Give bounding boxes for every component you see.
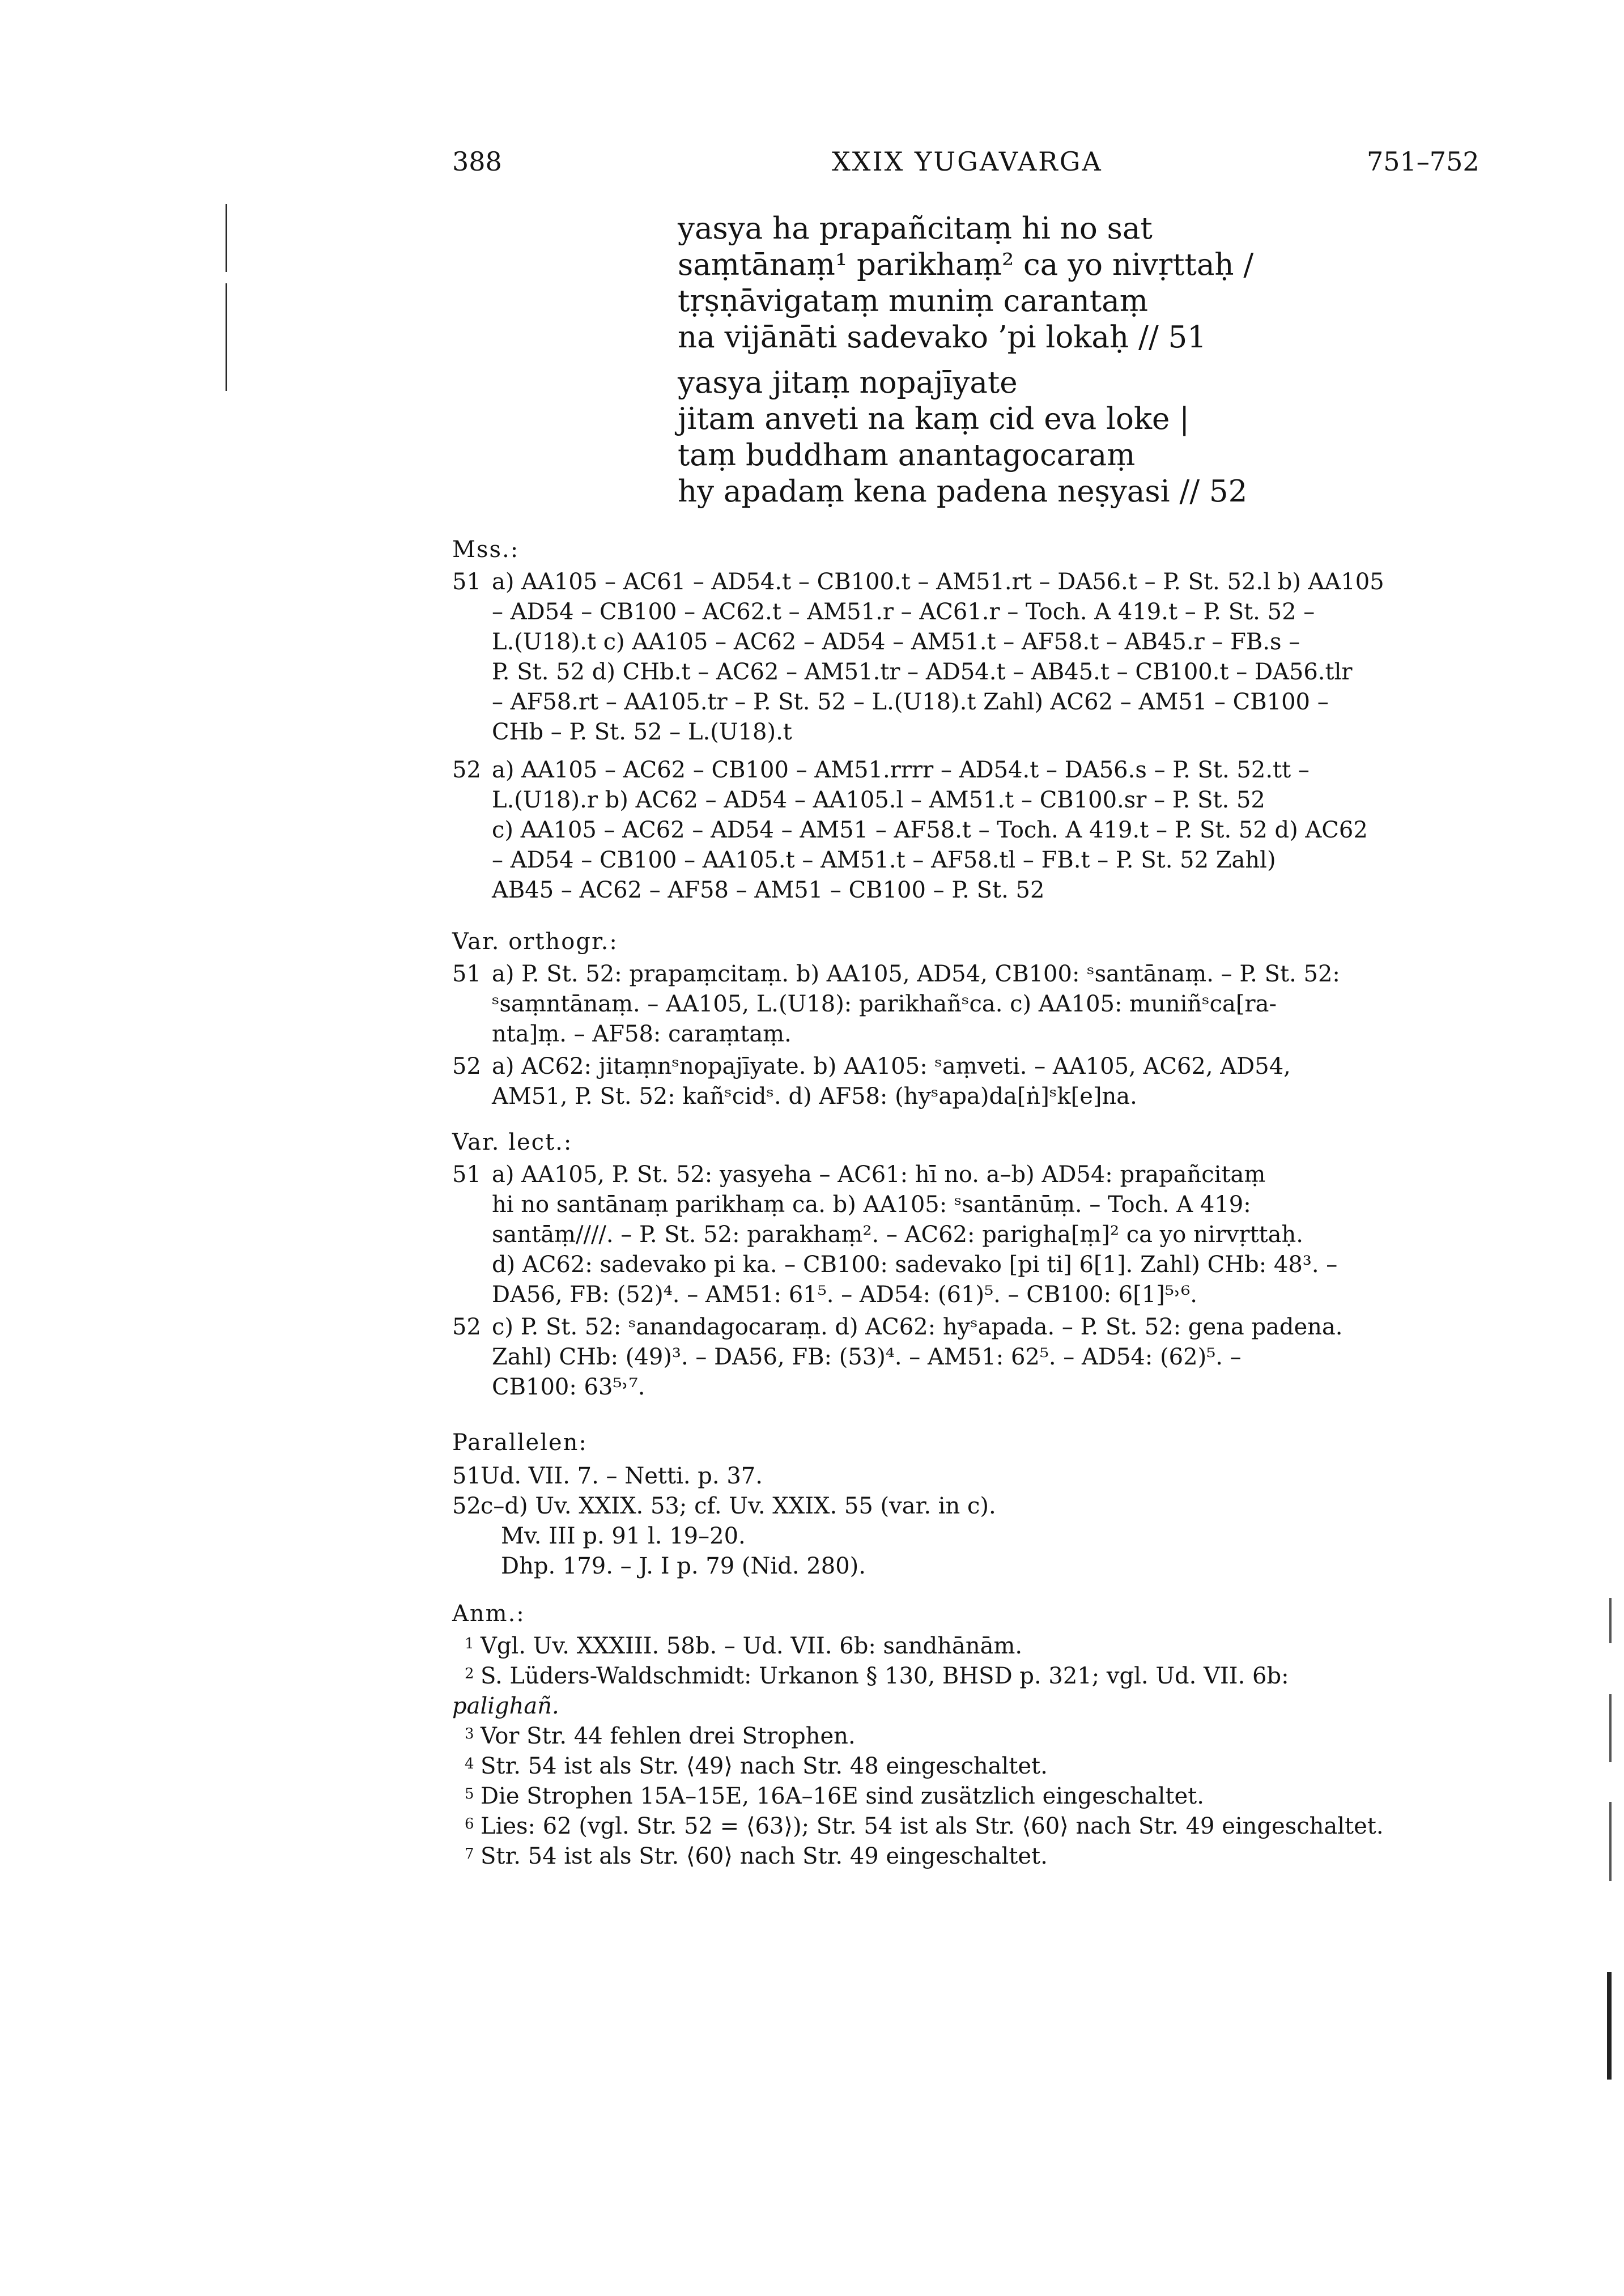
footnote — [452, 1661, 1512, 1691]
entry-line: Mv. III p. 91 l. 19–20. — [501, 1523, 746, 1549]
footnote — [452, 1781, 1512, 1812]
verse-line: saṃtānaṃ¹ parikhaṃ² ca yo nivṛttaḥ / — [678, 248, 1254, 282]
scan-edge-artifact — [1609, 1598, 1612, 1643]
entry-line: hi no santānaṃ parikhaṃ ca. b) AA105: ˢsantānūṃ. – Toch. A 419: — [492, 1192, 1251, 1218]
entry-number: 51 — [452, 961, 481, 987]
entry-line: d) AC62: sadevako pi ka. – CB100: sadevako [pi ti] 6[1]. Zahl) CHb: 48³. – — [492, 1252, 1338, 1278]
entry-line: c) P. St. 52: ˢanandagocaraṃ. d) AC62: hyˢapada. – P. St. 52: gena padena. — [492, 1314, 1343, 1340]
entry-line: ˢsaṃntānaṃ. – AA105, L.(U18): parikhañˢca. c) AA105: muniñˢca[ra- — [492, 991, 1277, 1017]
footnote — [452, 1842, 1512, 1872]
footnote-mark: 2 — [465, 1665, 474, 1682]
footnote — [452, 1812, 1512, 1842]
footnote-mark: 7 — [465, 1846, 474, 1863]
footnote — [452, 1721, 1512, 1751]
mss-entry-51 — [452, 567, 1512, 747]
scan-edge-artifact — [1609, 1802, 1612, 1881]
anm-section — [452, 1599, 1512, 1872]
footnote — [452, 1631, 1512, 1661]
entry-line: – AD54 – CB100 – AA105.t – AM51.t – AF58.tl – FB.t – P. St. 52 Zahl) — [492, 847, 1276, 873]
section-heading: Mss.: — [452, 537, 520, 563]
lect-entry-51 — [452, 1160, 1512, 1310]
footnote-mark: 1 — [465, 1635, 474, 1652]
verse-line: yasya ha prapañcitaṃ hi no sat — [678, 211, 1153, 246]
entry-line: CHb – P. St. 52 – L.(U18).t — [492, 719, 792, 745]
footnote-mark: 6 — [465, 1815, 474, 1832]
entry-line: Zahl) CHb: (49)³. – DA56, FB: (53)⁴. – AM51: 62⁵. – AD54: (62)⁵. – — [492, 1344, 1242, 1370]
page-header — [0, 146, 1624, 192]
entry-line: CB100: 63⁵˒⁷. — [492, 1374, 645, 1400]
scan-edge-artifact — [1607, 1972, 1612, 2080]
entry-line: a) AA105, P. St. 52: yasyeha – AC61: hī no. a–b) AD54: prapañcitaṃ — [492, 1162, 1266, 1188]
lect-entry-52 — [452, 1312, 1512, 1402]
entry-line: – AF58.rt – AA105.tr – P. St. 52 – L.(U18).t Zahl) AC62 – AM51 – CB100 – — [492, 689, 1329, 715]
orthogr-entry-51 — [452, 959, 1512, 1049]
section-heading: Anm.: — [452, 1601, 525, 1627]
parallel-entry-52 — [452, 1491, 1512, 1581]
section-heading: Var. orthogr.: — [452, 929, 618, 955]
entry-line: a) AA105 – AC61 – AD54.t – CB100.t – AM51.rt – DA56.t – P. St. 52.l b) AA105 — [492, 569, 1384, 595]
entry-line: c) AA105 – AC62 – AD54 – AM51 – AF58.t – Toch. A 419.t – P. St. 52 d) AC62 — [492, 817, 1368, 843]
entry-line: Dhp. 179. – J. I p. 79 (Nid. 280). — [501, 1553, 866, 1579]
entry-line: nta]ṃ. – AF58: caraṃtaṃ. — [492, 1021, 792, 1047]
footnote-text: Str. 54 ist als Str. ⟨60⟩ nach Str. 49 eingeschaltet. — [481, 1843, 1048, 1869]
page-number: 388 — [452, 146, 502, 177]
verse-range: 751–752 — [1367, 146, 1480, 177]
entry-number: 51 — [452, 569, 481, 595]
entry-line: L.(U18).t c) AA105 – AC62 – AD54 – AM51.t – AF58.t – AB45.r – FB.s – — [492, 629, 1300, 655]
footnote-text: S. Lüders-Waldschmidt: Urkanon § 130, BHSD p. 321; vgl. Ud. VII. 6b: — [481, 1663, 1289, 1689]
var-lect-section — [452, 1128, 1512, 1402]
entry-number: 51 — [452, 1162, 481, 1188]
orthogr-entry-52 — [452, 1052, 1512, 1112]
footnotes — [452, 1631, 1512, 1872]
entry-line: Ud. VII. 7. – Netti. p. 37. — [481, 1463, 763, 1489]
entry-line: a) AA105 – AC62 – CB100 – AM51.rrrr – AD54.t – DA56.s – P. St. 52.tt – — [492, 757, 1310, 783]
footnote-text: Vgl. Uv. XXXIII. 58b. – Ud. VII. 6b: sandhānām. — [481, 1633, 1023, 1659]
footnote-mark: 4 — [465, 1755, 474, 1772]
entry-line: AB45 – AC62 – AF58 – AM51 – CB100 – P. St. 52 — [492, 877, 1045, 903]
verse-51 — [678, 211, 1471, 356]
entry-number: 52 — [452, 757, 481, 783]
verse-line: tṛṣṇāvigataṃ muniṃ carantaṃ — [678, 284, 1149, 318]
footnote-mark: 3 — [465, 1725, 474, 1742]
verse-line: taṃ buddham anantagocaraṃ — [678, 438, 1136, 473]
entry-line: a) AC62: jitaṃnˢnopajīyate. b) AA105: ˢaṃveti. – AA105, AC62, AD54, — [492, 1053, 1291, 1079]
entry-line: DA56, FB: (52)⁴. – AM51: 61⁵. – AD54: (61)⁵. – CB100: 6[1]⁵˒⁶. — [492, 1282, 1197, 1308]
mss-section — [452, 535, 1512, 905]
footnote — [452, 1751, 1512, 1781]
verse-line: hy apadaṃ kena padena neṣyasi // 52 — [678, 474, 1248, 509]
entry-line: c–d) Uv. XXIX. 53; cf. Uv. XXIX. 55 (var. in c). — [481, 1493, 996, 1519]
verse-line: na vijānāti sadevako ’pi lokaḥ // 51 — [678, 320, 1206, 355]
entry-line: santāṃ////. – P. St. 52: parakhaṃ². – AC62: parigha[ṃ]² ca yo nirvṛttaḥ. — [492, 1222, 1303, 1248]
margin-mark — [226, 283, 227, 391]
footnote-mark: 5 — [465, 1785, 474, 1802]
chapter-title: XXIX YUGAVARGA — [832, 146, 1103, 177]
scan-edge-artifact — [1609, 1694, 1612, 1762]
entry-number: 51 — [452, 1463, 481, 1489]
entry-line: L.(U18).r b) AC62 – AD54 – AA105.l – AM51.t – CB100.sr – P. St. 52 — [492, 787, 1265, 813]
var-orthogr-section — [452, 927, 1512, 1112]
entry-line: – AD54 – CB100 – AC62.t – AM51.r – AC61.r – Toch. A 419.t – P. St. 52 – — [492, 599, 1315, 625]
footnote-text: Die Strophen 15A–15E, 16A–16E sind zusätzlich eingeschaltet. — [481, 1783, 1204, 1809]
entry-number: 52 — [452, 1493, 481, 1519]
parallelen-section — [452, 1428, 1512, 1581]
margin-mark — [226, 204, 227, 272]
verse-52 — [678, 365, 1471, 510]
entry-number: 52 — [452, 1314, 481, 1340]
entry-line: a) P. St. 52: prapaṃcitaṃ. b) AA105, AD54, CB100: ˢsantānaṃ. – P. St. 52: — [492, 961, 1340, 987]
entry-number: 52 — [452, 1053, 481, 1079]
entry-line: P. St. 52 d) CHb.t – AC62 – AM51.tr – AD54.t – AB45.t – CB100.t – DA56.tlr — [492, 659, 1353, 685]
footnote-text: Lies: 62 (vgl. Str. 52 = ⟨63⟩); Str. 54 ist als Str. ⟨60⟩ nach Str. 49 eingeschaltet. — [481, 1813, 1384, 1839]
footnote-text: Vor Str. 44 fehlen drei Strophen. — [481, 1723, 856, 1749]
verse-line: yasya jitaṃ nopajīyate — [678, 365, 1018, 400]
mss-entry-52 — [452, 755, 1512, 905]
section-heading: Parallelen: — [452, 1430, 588, 1456]
footnote-text: Str. 54 ist als Str. ⟨49⟩ nach Str. 48 eingeschaltet. — [481, 1753, 1048, 1779]
verse-line: jitam anveti na kaṃ cid eva loke | — [678, 402, 1190, 436]
section-heading: Var. lect.: — [452, 1129, 573, 1155]
footnote-continuation: palighañ. — [452, 1693, 559, 1719]
entry-line: AM51, P. St. 52: kañˢcidˢ. d) AF58: (hyˢapa)da[ṅ]ˢk[e]na. — [492, 1083, 1137, 1109]
parallel-entry-51 — [452, 1461, 1512, 1491]
